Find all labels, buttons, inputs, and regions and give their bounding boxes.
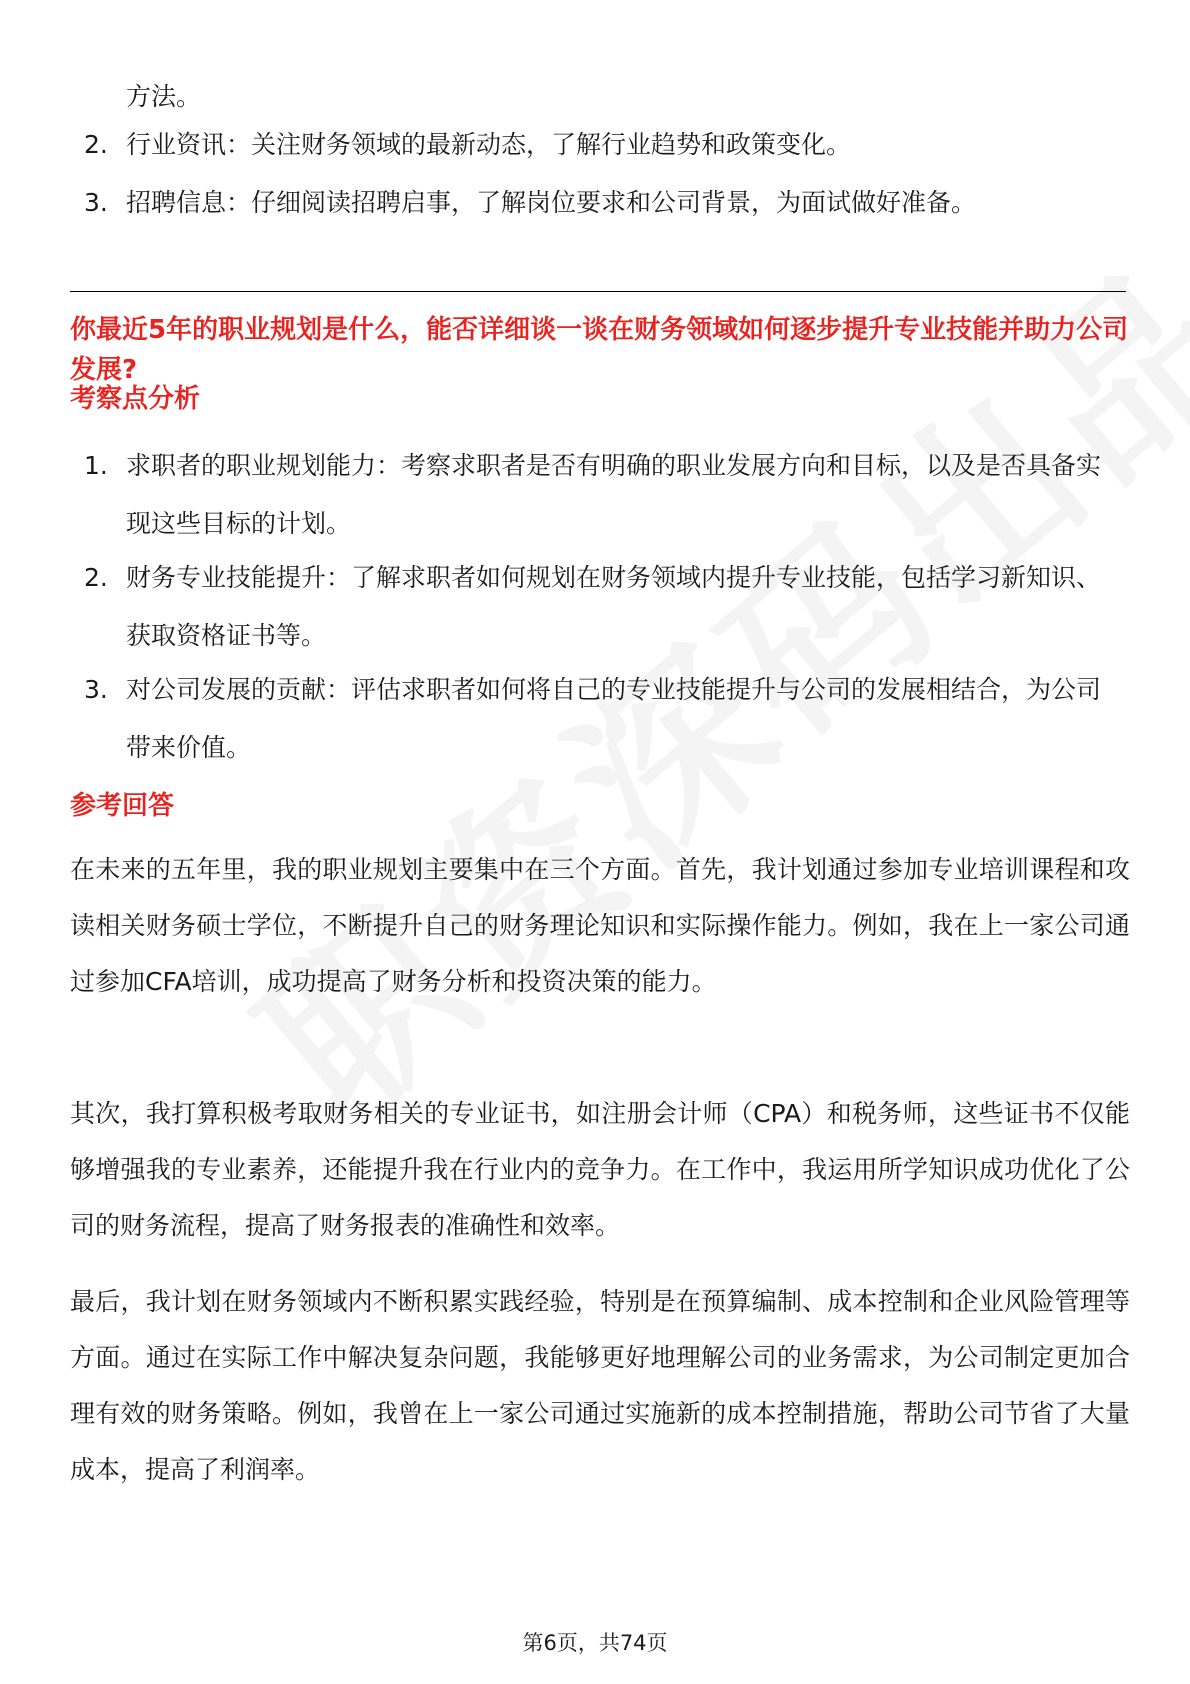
list-item-text: 对公司发展的贡献：评估求职者如何将自己的专业技能提升与公司的发展相结合，为公司带来价值。 [126, 675, 1102, 762]
list-item-number: 2. [84, 563, 108, 592]
list-item [84, 437, 1124, 553]
list-item [84, 661, 1124, 777]
list-item-number: 1. [84, 451, 108, 480]
answer-title: 参考回答 [70, 791, 175, 821]
list-item-number: 3. [84, 675, 108, 704]
list-item-text: 招聘信息：仔细阅读招聘启事，了解岗位要求和公司背景，为面试做好准备。 [126, 188, 977, 217]
section-divider [70, 291, 1126, 292]
list-item [84, 116, 1124, 174]
page-number: 第6页，共74页 [522, 1631, 668, 1655]
list-item [84, 549, 1124, 665]
answer-paragraph: 其次，我打算积极考取财务相关的专业证书，如注册会计师（CPA）和税务师，这些证书不仅能够增强我的专业素养，还能提升我在行业内的竞争力。在工作中，我运用所学知识成功优化了公司的财务流程，提高了财务报表的准确性和效率。 [70, 1099, 1130, 1240]
list-item-text: 求职者的职业规划能力：考察求职者是否有明确的职业发展方向和目标，以及是否具备实现这些目标的计划。 [126, 451, 1102, 538]
analysis-title: 考察点分析 [70, 384, 201, 414]
answer-paragraph: 在未来的五年里，我的职业规划主要集中在三个方面。首先，我计划通过参加专业培训课程和攻读相关财务硕士学位，不断提升自己的财务理论知识和实际操作能力。例如，我在上一家公司通过参加CFA培训，成功提高了财务分析和投资决策的能力。 [70, 855, 1130, 996]
list-item-text: 财务专业技能提升：了解求职者如何规划在财务领域内提升专业技能，包括学习新知识、获取资格证书等。 [126, 563, 1102, 650]
list-item [84, 174, 1124, 232]
question-heading: 你最近5年的职业规划是什么，能否详细谈一谈在财务领域如何逐步提升专业技能并助力公司发展? [70, 315, 1129, 385]
list-item-number: 2. [84, 130, 108, 159]
list-continuation: 方法。 [126, 82, 202, 111]
analysis-list [84, 437, 1124, 777]
previous-list [84, 116, 1124, 232]
answer-paragraph: 最后，我计划在财务领域内不断积累实践经验，特别是在预算编制、成本控制和企业风险管理等方面。通过在实际工作中解决复杂问题，我能够更好地理解公司的业务需求，为公司制定更加合理有效的财务策略。例如，我曾在上一家公司通过实施新的成本控制措施，帮助公司节省了大量成本，提高了利润率。 [70, 1287, 1130, 1484]
list-item-text: 行业资讯：关注财务领域的最新动态，了解行业趋势和政策变化。 [126, 130, 852, 159]
list-item-number: 3. [84, 188, 108, 217]
